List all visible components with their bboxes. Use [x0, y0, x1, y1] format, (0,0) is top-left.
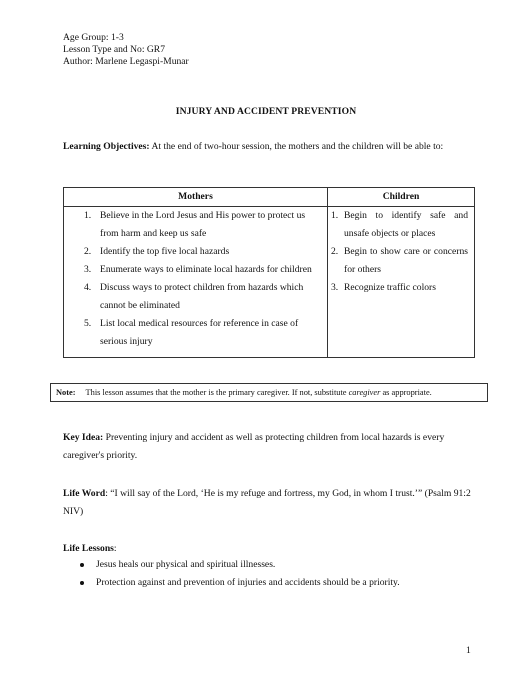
list-number: 2.	[84, 246, 92, 257]
key-idea-text: Preventing injury and accident as well as protecting children from local hazards is every caregiver's priority.	[63, 432, 445, 461]
list-item	[64, 261, 327, 279]
list-text: Jesus heals our physical and spiritual illnesses.	[96, 559, 276, 570]
life-word-label: Life Word	[63, 488, 106, 499]
list-item	[78, 574, 478, 592]
life-lessons-list-wrap	[78, 556, 478, 592]
list-number: 4.	[84, 282, 92, 293]
list-item	[78, 556, 478, 574]
page-number: 1	[466, 645, 471, 656]
list-item	[328, 243, 474, 279]
list-number: 1.	[331, 210, 339, 221]
list-text: Identify the top five local hazards	[100, 246, 230, 257]
children-header: Children	[328, 188, 475, 207]
life-lessons-colon: :	[113, 543, 117, 554]
list-text: Discuss ways to protect children from hazards which cannot be eliminated	[100, 282, 304, 311]
list-item	[64, 315, 327, 351]
list-item	[64, 279, 327, 315]
list-item	[328, 279, 474, 297]
list-text: Begin to show care or concerns for others	[344, 246, 468, 275]
author: Author: Marlene Legaspi-Munar	[63, 56, 189, 67]
learning-objectives	[63, 138, 473, 156]
note-text: This lesson assumes that the mother is the primary caregiver. If not, substitute	[85, 388, 349, 397]
mothers-header: Mothers	[64, 188, 328, 207]
list-number: 3.	[331, 282, 339, 293]
learning-objectives-text: At the end of two-hour session, the mothers and the children will be able to:	[149, 141, 444, 152]
note-emphasis: caregiver	[348, 388, 381, 397]
list-number: 2.	[331, 246, 339, 257]
list-text: Believe in the Lord Jesus and His power to protect us from harm and keep us safe	[100, 210, 306, 239]
learning-objectives-label: Learning Objectives:	[63, 141, 150, 152]
list-item	[64, 243, 327, 261]
list-text: Recognize traffic colors	[344, 282, 436, 293]
mothers-cell	[64, 207, 328, 358]
list-text: List local medical resources for reference in case of serious injury	[100, 318, 299, 347]
children-cell	[328, 207, 475, 358]
age-group: Age Group: 1-3	[63, 32, 124, 43]
list-number: 1.	[84, 210, 92, 221]
mothers-list	[64, 207, 327, 351]
list-number: 3.	[84, 264, 92, 275]
lesson-type: Lesson Type and No: GR7	[63, 44, 166, 55]
children-list	[328, 207, 474, 297]
list-item	[328, 207, 474, 243]
list-text: Begin to identify safe and unsafe objects or places	[344, 210, 468, 239]
life-word	[63, 485, 475, 521]
list-item	[64, 207, 327, 243]
key-idea	[63, 429, 475, 465]
page-title: INJURY AND ACCIDENT PREVENTION	[175, 106, 357, 117]
list-text: Protection against and prevention of injuries and accidents should be a priority.	[96, 577, 400, 588]
key-idea-label: Key Idea:	[63, 432, 104, 443]
life-word-text: : “I will say of the Lord, ‘He is my refuge and fortress, my God, in whom I trust.’” (Psalm 91:2 NIV)	[63, 488, 471, 517]
note-box	[50, 383, 488, 402]
note-text-end: as appropriate.	[380, 388, 432, 397]
life-lessons-label: Life Lessons	[63, 543, 114, 554]
list-text: Enumerate ways to eliminate local hazards for children	[100, 264, 312, 275]
life-lessons-list	[78, 556, 478, 592]
list-number: 5.	[84, 318, 92, 329]
bullet-icon	[80, 563, 84, 567]
note-label: Note:	[56, 388, 76, 397]
bullet-icon	[80, 581, 84, 585]
objectives-table	[63, 187, 475, 358]
